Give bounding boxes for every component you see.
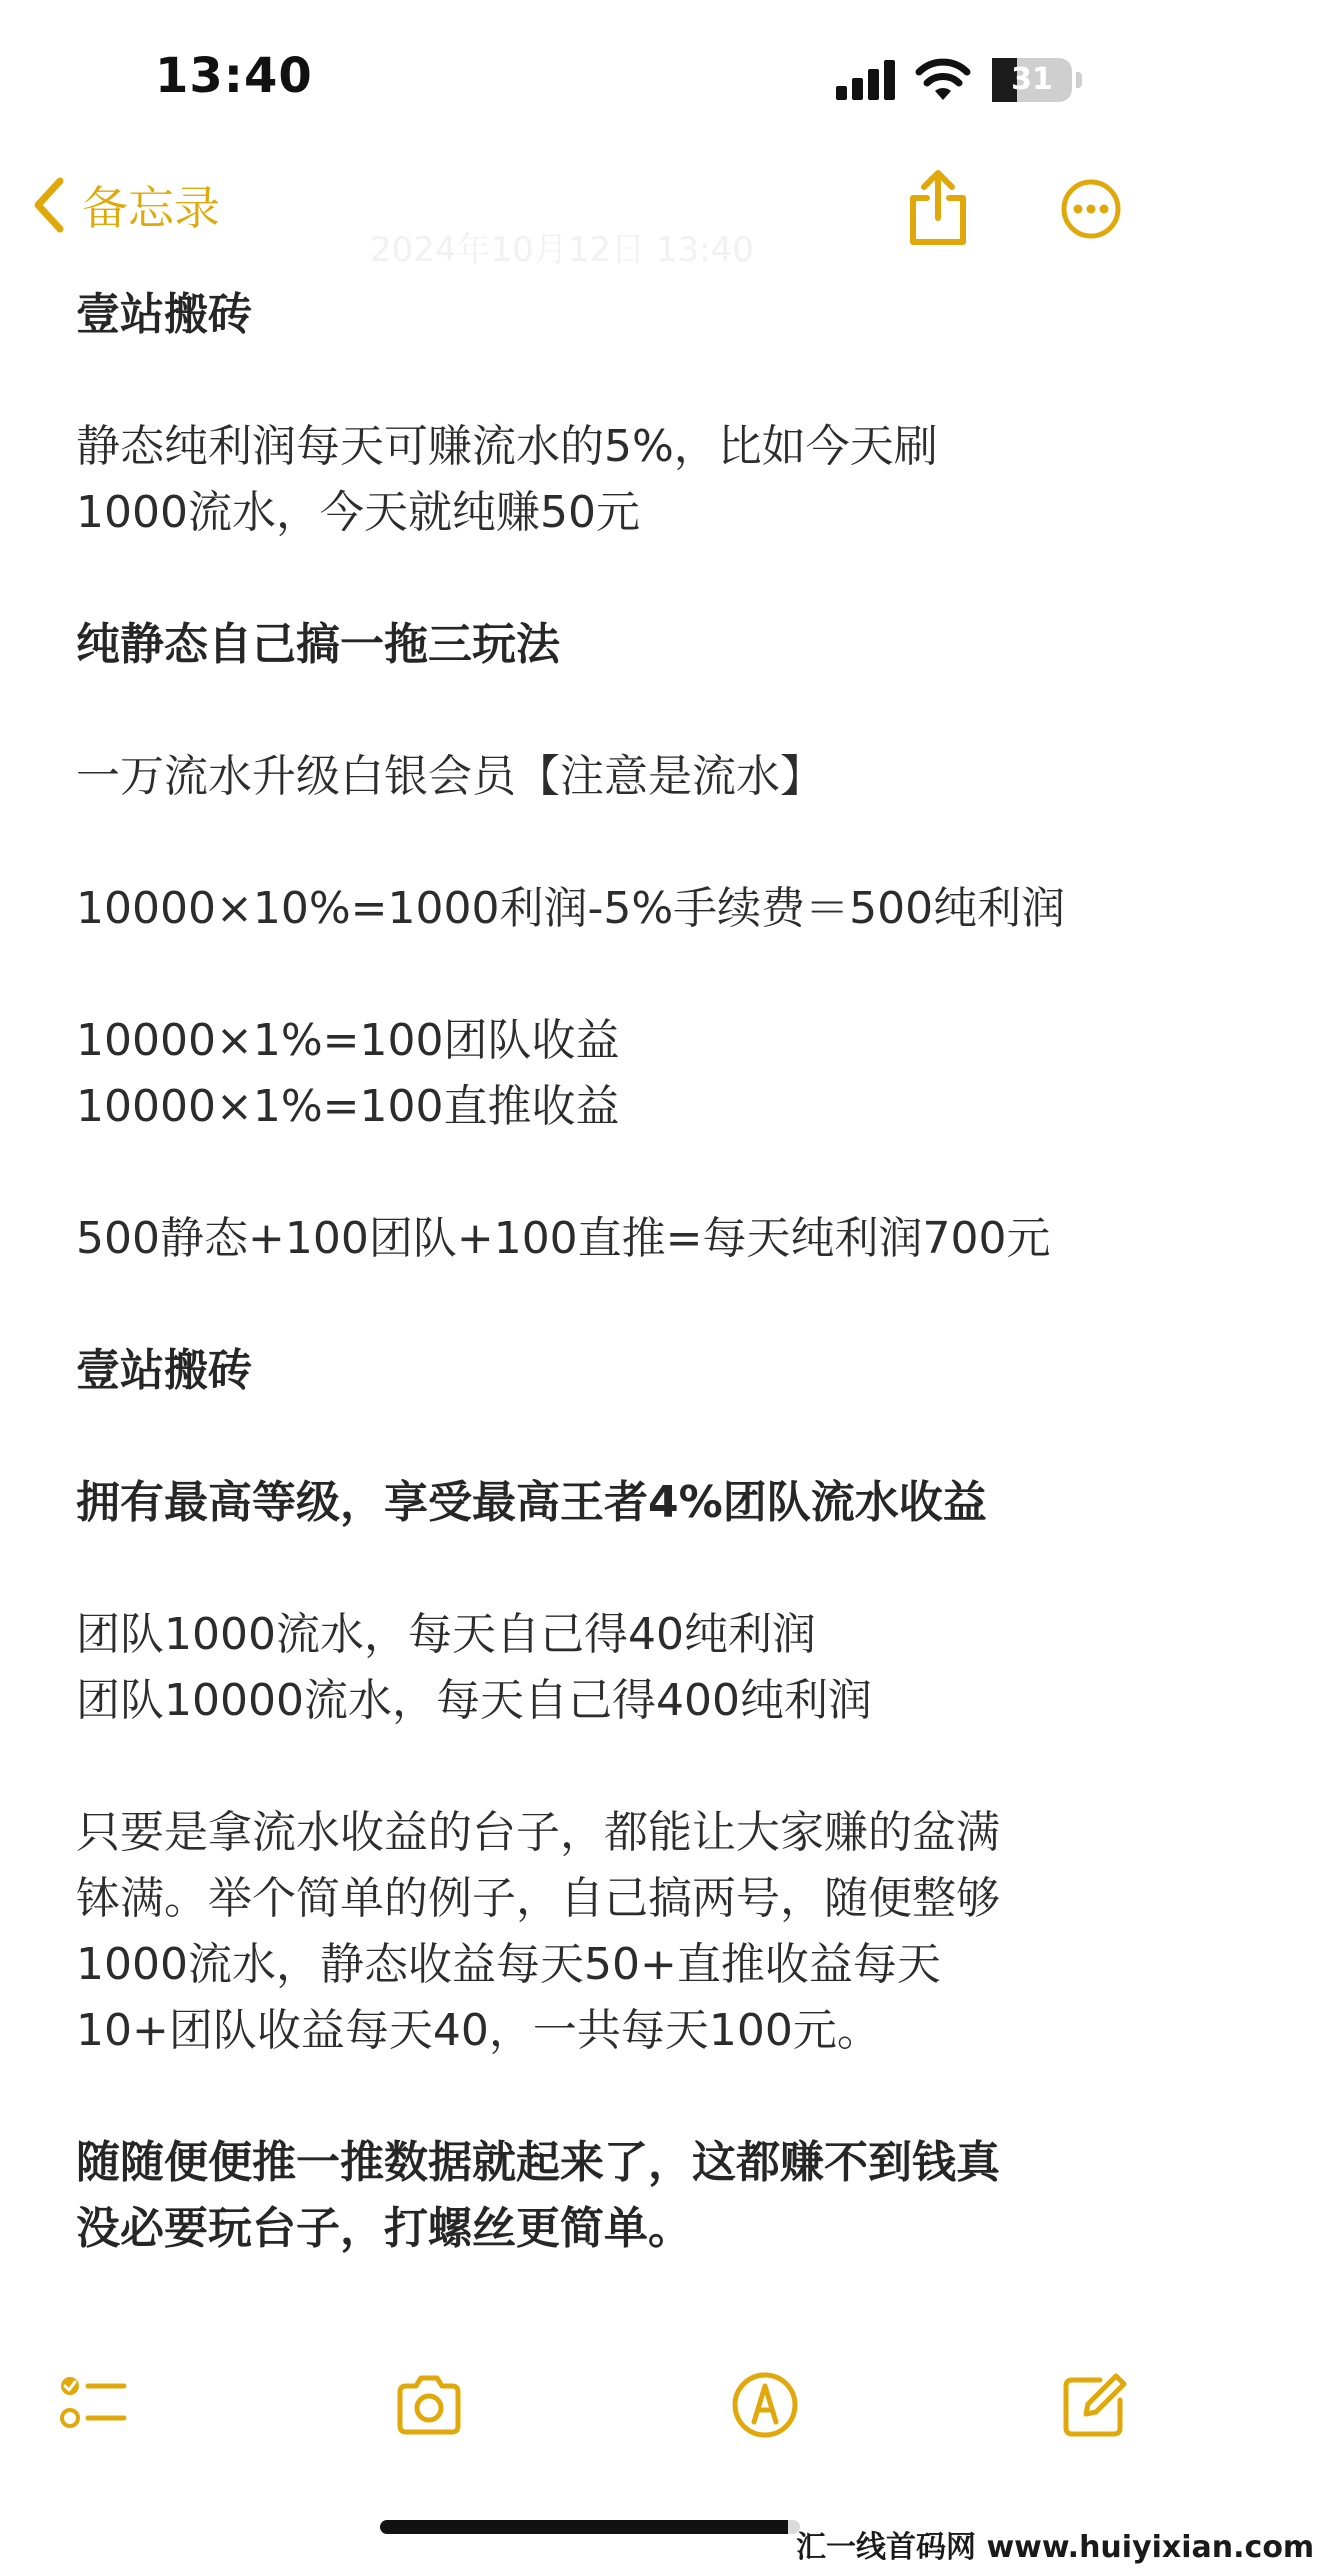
status-bar [0, 0, 1181, 150]
note-heading: 纯静态自己搞一拖三玩法 [76, 619, 560, 670]
home-indicator[interactable] [380, 2520, 800, 2534]
note-line: 500静态+100团队+100直推=每天纯利润700元 [76, 1213, 1051, 1264]
note-heading: 壹站搬砖 [76, 1345, 252, 1396]
note-line: 一万流水升级白银会员【注意是流水】 [76, 751, 824, 802]
back-button[interactable] [30, 170, 220, 240]
note-line: 只要是拿流水收益的台子，都能让大家赚的盆满 [76, 1807, 1000, 1858]
more-ellipsis-icon[interactable] [1060, 178, 1122, 240]
note-line: 团队1000流水，每天自己得40纯利润 [76, 1609, 816, 1660]
back-label: 备忘录 [82, 181, 220, 235]
note-body[interactable] [76, 282, 1116, 2262]
status-time: 13:40 [155, 48, 313, 104]
checklist-icon[interactable] [58, 2370, 128, 2440]
compose-icon[interactable] [1060, 2370, 1130, 2440]
camera-icon[interactable] [394, 2370, 464, 2440]
note-line: 10+团队收益每天40，一共每天100元。 [76, 2005, 881, 2056]
note-line: 钵满。举个简单的例子，自己搞两号，随便整够 [76, 1873, 1000, 1924]
bottom-toolbar [0, 2370, 1181, 2470]
note-timestamp: 2024年10月12日 13:40 [370, 230, 754, 270]
battery-indicator [992, 58, 1082, 102]
note-heading: 壹站搬砖 [76, 289, 252, 340]
wifi-icon [915, 56, 971, 100]
note-heading: 随随便便推一推数据就起来了，这都赚不到钱真 [76, 2137, 1000, 2188]
note-line: 静态纯利润每天可赚流水的5%，比如今天刷 [76, 421, 938, 472]
cellular-signal-icon [836, 60, 898, 100]
note-line: 10000×1%=100直推收益 [76, 1081, 620, 1132]
battery-level: 31 [1011, 62, 1053, 97]
note-line: 1000流水，今天就纯赚50元 [76, 487, 640, 538]
note-heading: 没必要玩台子，打螺丝更简单。 [76, 2203, 692, 2254]
note-heading: 拥有最高等级，享受最高王者4%团队流水收益 [76, 1477, 987, 1528]
chevron-left-icon [30, 175, 66, 235]
note-line: 10000×10%=1000利润-5%手续费＝500纯利润 [76, 883, 1066, 934]
watermark-text: 汇一线首码网 www.huiyixian.com [788, 2518, 1322, 2570]
markup-pen-icon[interactable] [730, 2370, 800, 2440]
note-line: 1000流水，静态收益每天50+直推收益每天 [76, 1939, 941, 1990]
share-icon[interactable] [905, 168, 971, 248]
note-line: 10000×1%=100团队收益 [76, 1015, 620, 1066]
note-line: 团队10000流水，每天自己得400纯利润 [76, 1675, 872, 1726]
